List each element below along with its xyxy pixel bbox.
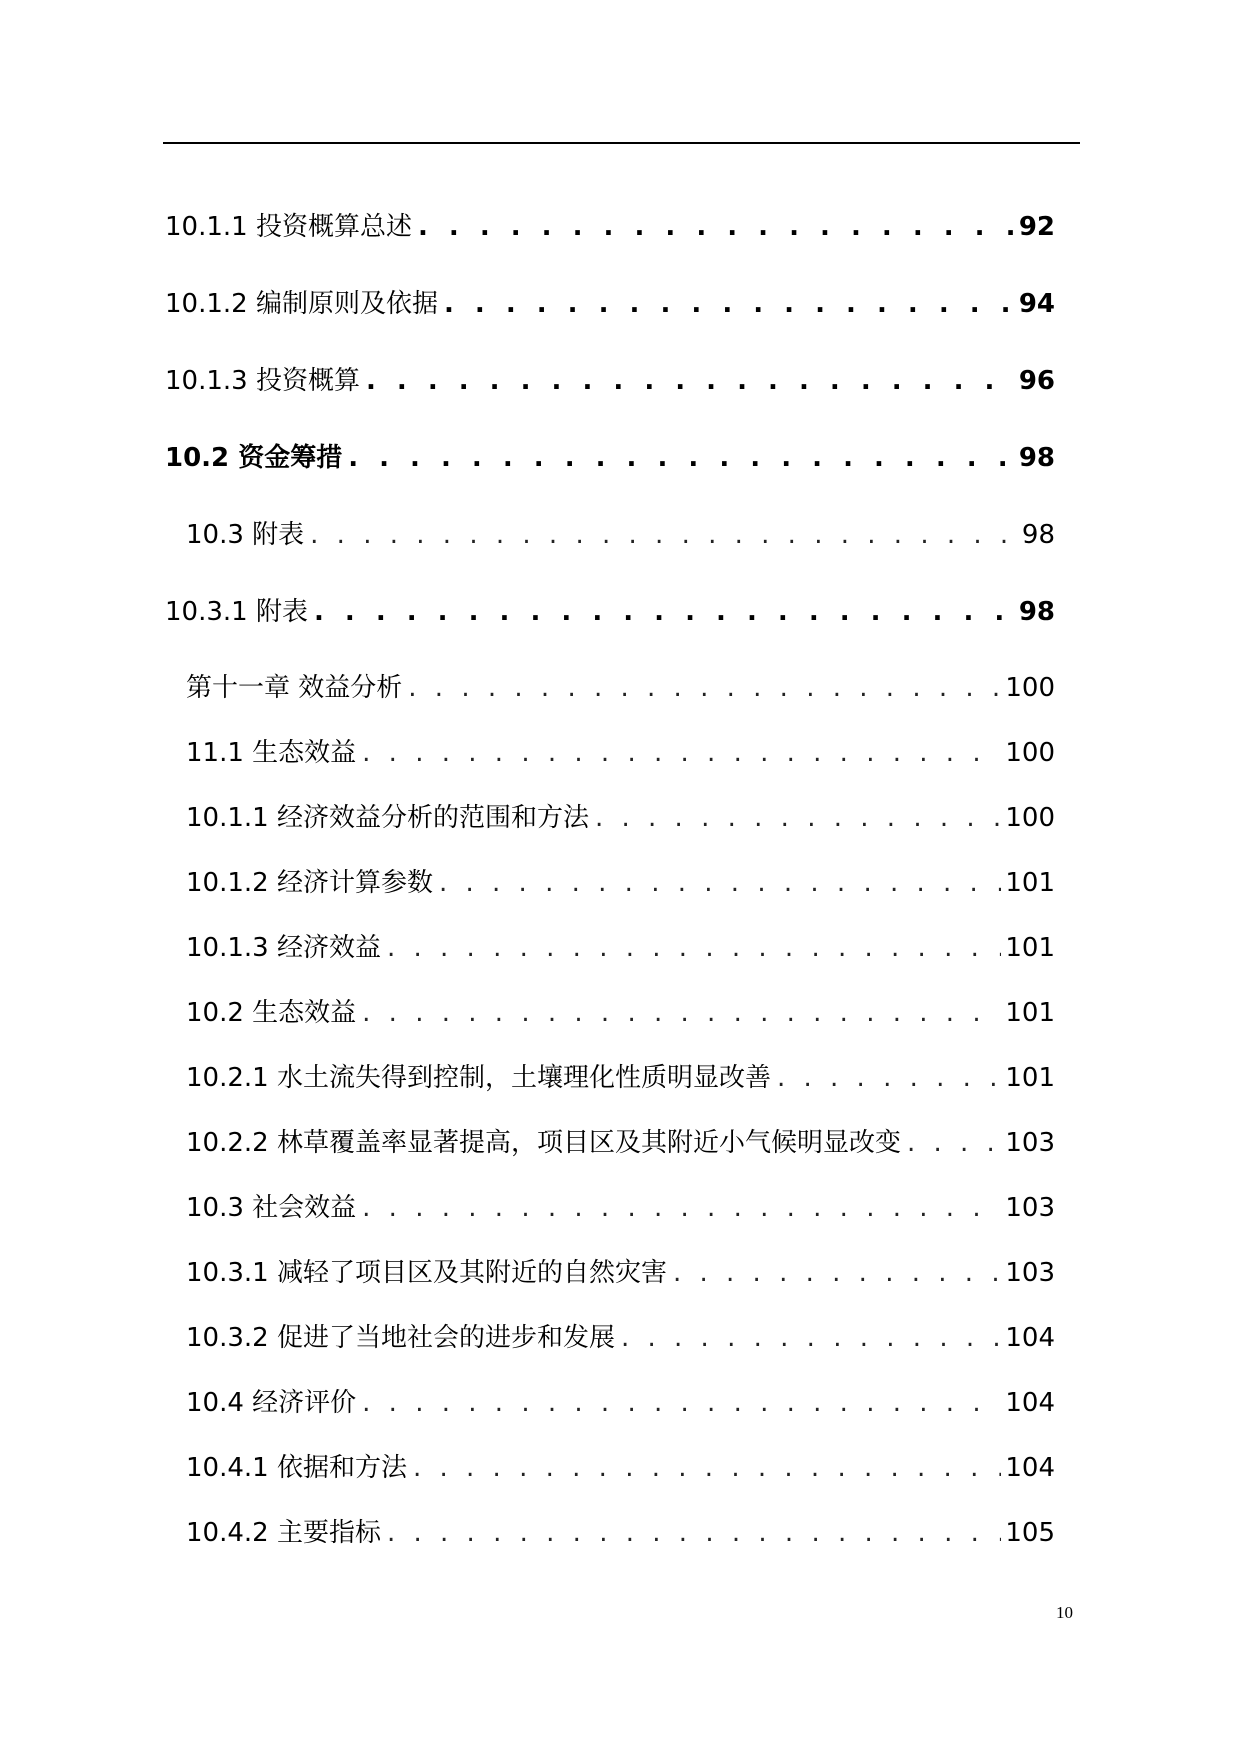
toc-entry-title: 10.4.1 依据和方法: [186, 1453, 407, 1483]
toc-entry-title: 10.1.2 编制原则及依据: [165, 289, 438, 319]
toc-entry[interactable]: [186, 1122, 1055, 1159]
toc-entry[interactable]: [186, 1512, 1055, 1549]
toc-entry-page: 101: [1005, 868, 1055, 898]
toc-entry[interactable]: [186, 732, 1055, 769]
toc-entry-title: 第十一章 效益分析: [186, 673, 403, 703]
toc-entry-title: 11.1 生态效益: [186, 738, 357, 768]
toc-entry-title: 10.1.1 投资概算总述: [165, 212, 412, 242]
toc-dot-leader: [595, 803, 1001, 833]
toc-dot-leader: [314, 597, 1015, 627]
toc-entry[interactable]: [186, 1057, 1055, 1094]
toc-entry-title: 10.1.3 经济效益: [186, 933, 381, 963]
toc-entry-page: 103: [1005, 1128, 1055, 1158]
toc-entry-title: 10.3 社会效益: [186, 1193, 357, 1223]
toc-dot-leader: [387, 933, 1001, 963]
toc-entry-page: 94: [1018, 289, 1055, 319]
toc-entry-title: 10.4 经济评价: [186, 1388, 357, 1418]
toc-entry-title: 10.3.1 减轻了项目区及其附近的自然灾害: [186, 1258, 667, 1288]
toc-entry-title: 10.3.1 附表: [165, 597, 308, 627]
toc-entry[interactable]: [186, 1447, 1055, 1484]
toc-dot-leader: [777, 1063, 1001, 1093]
toc-entry-page: 100: [1005, 803, 1055, 833]
toc-dot-leader: [907, 1128, 1001, 1158]
toc-entry-page: 103: [1005, 1193, 1055, 1223]
toc-entry-title: 10.1.1 经济效益分析的范围和方法: [186, 803, 589, 833]
toc-entry-title: 10.2 资金筹措: [165, 443, 343, 473]
toc-entry-title: 10.2 生态效益: [186, 998, 357, 1028]
toc-entry[interactable]: [186, 797, 1055, 834]
toc-entry-title: 10.3.2 促进了当地社会的进步和发展: [186, 1323, 615, 1353]
toc-entry-page: 105: [1005, 1518, 1055, 1548]
toc-dot-leader: [673, 1258, 1001, 1288]
toc-dot-leader: [387, 1518, 1001, 1548]
toc-dot-leader: [444, 289, 1015, 319]
toc-dot-leader: [366, 366, 1015, 396]
toc-entry-page: 100: [1005, 738, 1055, 768]
toc-entry-page: 101: [1005, 1063, 1055, 1093]
toc-entry[interactable]: [165, 591, 1055, 628]
toc-entry[interactable]: [186, 1317, 1055, 1354]
toc-entry-page: 98: [1018, 597, 1055, 627]
toc-entry-page: 101: [1005, 998, 1055, 1028]
toc-entry[interactable]: [186, 514, 1055, 551]
toc-entry[interactable]: [186, 1252, 1055, 1289]
toc-dot-leader: [362, 1193, 1001, 1223]
toc-entry[interactable]: [186, 992, 1055, 1029]
toc-entry-page: 103: [1005, 1258, 1055, 1288]
toc-dot-leader: [362, 998, 1001, 1028]
toc-entry-title: 10.3 附表: [186, 520, 305, 550]
toc-dot-leader: [362, 1388, 1001, 1418]
toc-entry[interactable]: [186, 927, 1055, 964]
toc-entry-page: 104: [1005, 1388, 1055, 1418]
toc-dot-leader: [418, 212, 1015, 242]
toc-dot-leader: [621, 1323, 1001, 1353]
toc-entry-page: 104: [1005, 1323, 1055, 1353]
toc-dot-leader: [362, 738, 1001, 768]
toc-entry-page: 100: [1005, 673, 1055, 703]
toc-entry-page: 104: [1005, 1453, 1055, 1483]
toc-entry-page: 101: [1005, 933, 1055, 963]
toc-entry-page: 96: [1018, 366, 1055, 396]
toc-dot-leader: [413, 1453, 1001, 1483]
toc-entry-title: 10.2.1 水土流失得到控制，土壤理化性质明显改善: [186, 1063, 771, 1093]
toc-entry[interactable]: [186, 1382, 1055, 1419]
toc-entry-title: 10.1.3 投资概算: [165, 366, 360, 396]
toc-entry-title: 10.4.2 主要指标: [186, 1518, 381, 1548]
toc-entry[interactable]: [186, 1187, 1055, 1224]
toc-entry-title: 10.1.2 经济计算参数: [186, 868, 433, 898]
toc-dot-leader: [408, 673, 1001, 703]
toc-entry-page: 92: [1018, 212, 1055, 242]
toc-entry[interactable]: [165, 283, 1055, 320]
toc-entry[interactable]: [165, 437, 1055, 474]
page-number: 10: [1056, 1603, 1073, 1622]
toc-dot-leader: [310, 520, 1018, 550]
toc-entry[interactable]: [186, 667, 1055, 704]
toc-entry[interactable]: [186, 862, 1055, 899]
toc-entry-title: 10.2.2 林草覆盖率显著提高，项目区及其附近小气候明显改变: [186, 1128, 901, 1158]
toc-dot-leader: [348, 443, 1015, 473]
toc-entry-page: 98: [1018, 443, 1055, 473]
toc-entry-page: 98: [1021, 520, 1055, 550]
toc-entry[interactable]: [165, 360, 1055, 397]
toc-dot-leader: [439, 868, 1001, 898]
toc-entry[interactable]: [165, 206, 1055, 243]
